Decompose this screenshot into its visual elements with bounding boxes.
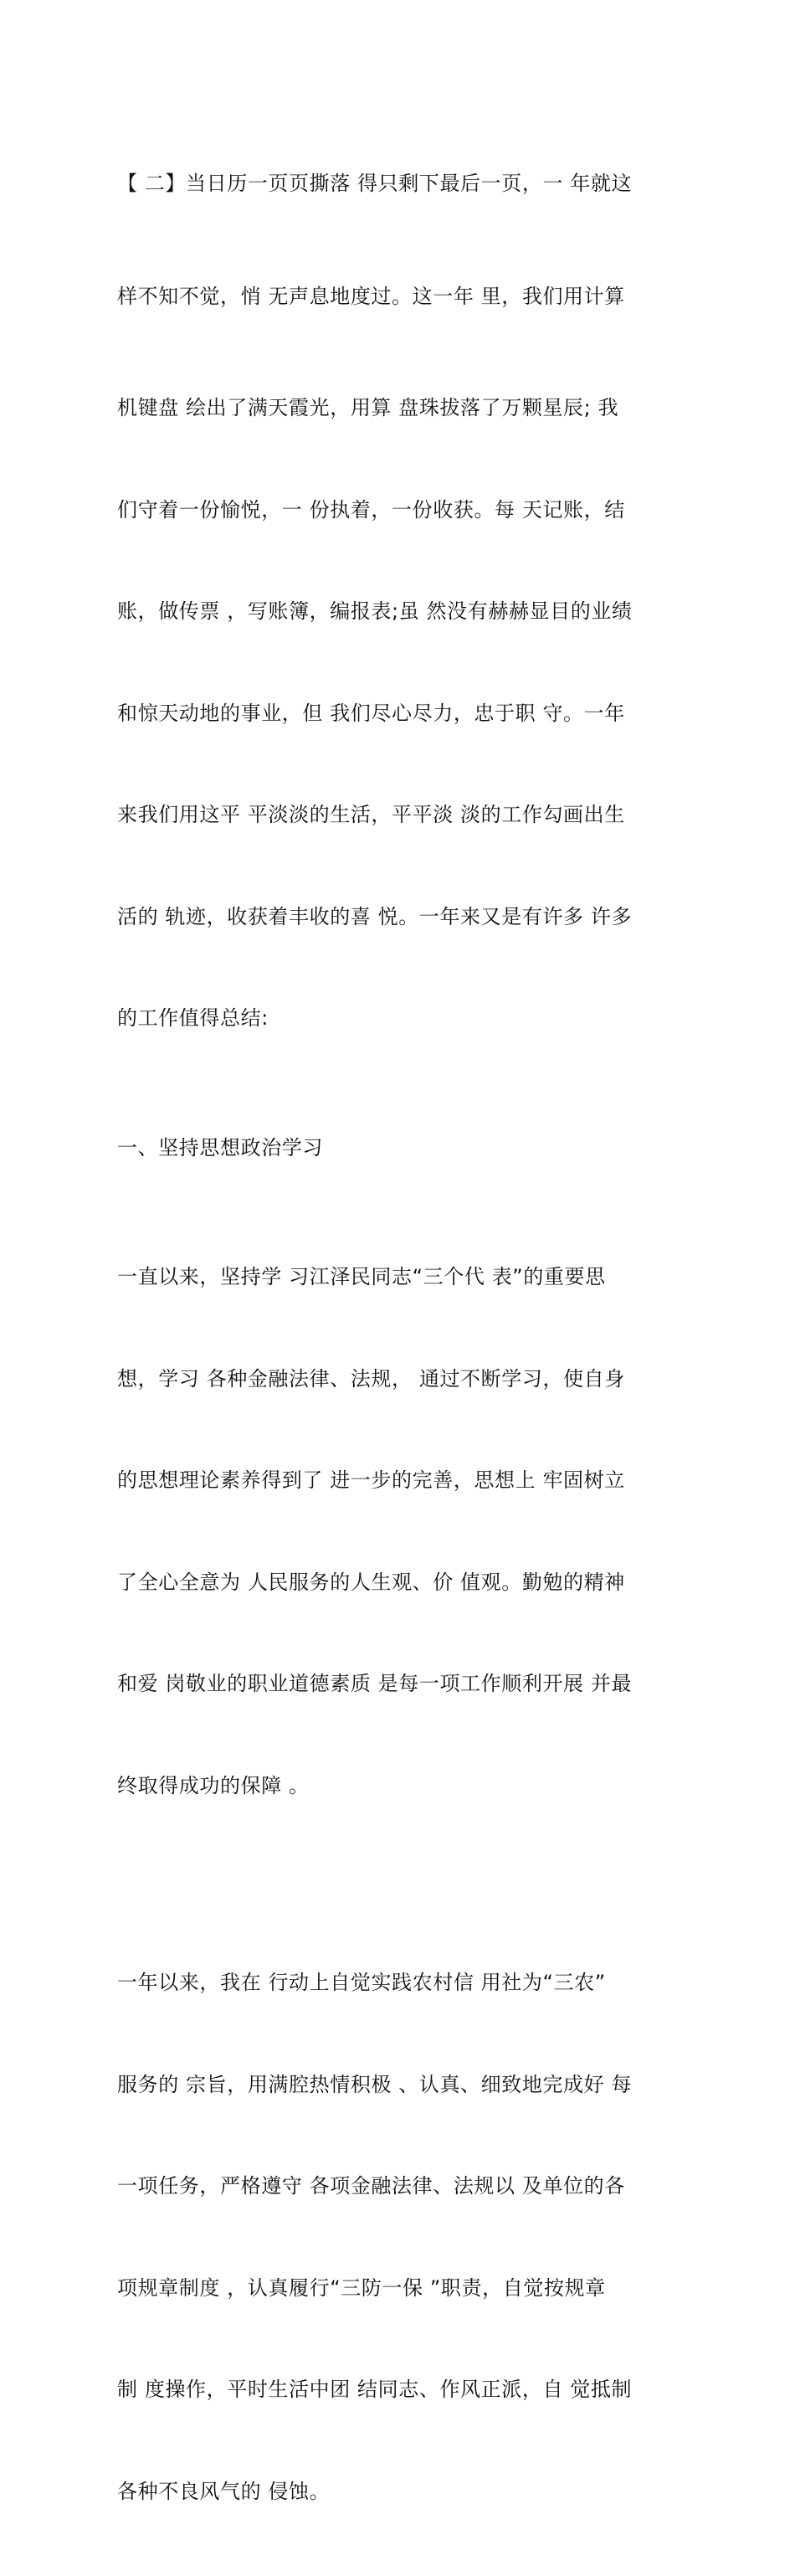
text-line: 了全心全意为 人民服务的人生观、价 值观。勤勉的精神: [117, 1570, 625, 1594]
paragraph-practice: [117, 1898, 678, 2576]
text-line: 一年以来，我在 行动上自觉实践农村信 用社为“三农”: [117, 1971, 606, 1994]
text-line: 一项任务，严格遵守 各项金融法律、法规以 及单位的各: [117, 2174, 625, 2198]
text-line: 账，做传票 ，写账簿，编报表;虽 然没有赫赫显目的业绩: [117, 599, 633, 623]
text-line: 和爱 岗敬业的职业道德素质 是每一项工作顺利开展 并最: [117, 1672, 633, 1695]
text-line: 终取得成功的保障 。: [117, 1773, 310, 1797]
text-line: 样不知不觉，悄 无声息地度过。这一年 里，我们用计算: [117, 284, 625, 308]
text-line: 制 度操作，平时生活中团 结同志、作风正派，自 觉抵制: [117, 2378, 633, 2401]
text-line: 服务的 宗旨，用满腔热情积极 、认真、细致地完成好 每: [117, 2072, 633, 2096]
text-line: 活的 轨迹，收获着丰收的喜 悦。一年来又是有许多 许多: [117, 904, 633, 928]
paragraph-political-study: [117, 1192, 678, 1870]
text-line: 机键盘 绘出了满天霞光，用算 盘珠拔落了万颗星辰; 我: [117, 396, 619, 419]
section-heading: 一、坚持思想政治学习: [117, 1135, 323, 1159]
text-line: 【 二】当日历一页页撕落 得只剩下最后一页，一 年就这: [117, 172, 633, 195]
text-line: 和惊天动地的事业，但 我们尽心尽力，忠于职 守。一年: [117, 701, 625, 725]
text-line: 的思想理论素养得到了 进一步的完善，思想上 牢固树立: [117, 1468, 625, 1492]
text-line: 项规章制度 ，认真履行“三防一保 ”职责，自觉按规章: [117, 2275, 606, 2300]
document-body: [117, 99, 678, 2576]
text-line: 各种不良风气的 侵蚀。: [117, 2479, 331, 2503]
paragraph-intro: [117, 99, 678, 1103]
text-line: 一直以来，坚持学 习江泽民同志“三个代 表”的重要思: [117, 1265, 606, 1288]
text-line: 的工作值得总结:: [117, 1006, 269, 1030]
text-line: 来我们用这平 平淡淡的生活，平平淡 淡的工作勾画出生: [117, 803, 625, 826]
text-line: 们守着一份愉悦，一 份执着，一份收获。每 天记账，结: [117, 497, 625, 522]
text-line: 想，学习 各种金融法律、法规， 通过不断学习，使自身: [117, 1366, 625, 1391]
